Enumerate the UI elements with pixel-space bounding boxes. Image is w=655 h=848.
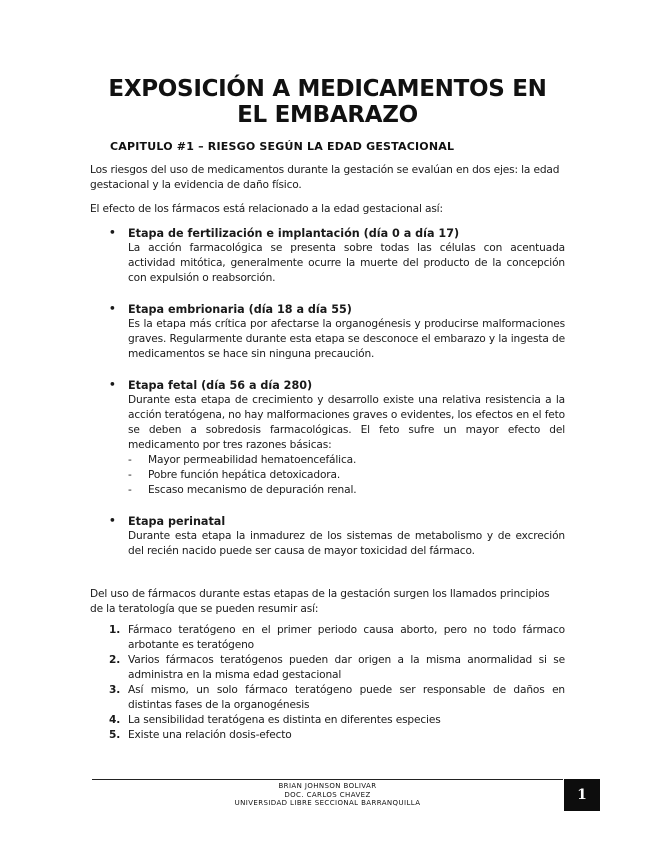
document-body <box>90 163 565 743</box>
stage-description: Durante esta etapa la inmadurez de los sistemas de metabolismo y de excreción del recién nacido puede ser causa de mayor toxicidad del fármaco. <box>128 530 565 557</box>
reason-text: Escaso mecanismo de depuración renal. <box>148 484 357 496</box>
footer-author: BRIAN JOHNSON BOLIVAR <box>278 782 377 790</box>
footer-university: UNIVERSIDAD LIBRE SECCIONAL BARRANQUILLA <box>234 799 421 807</box>
list-item <box>90 683 565 713</box>
list-item <box>128 483 565 498</box>
list-item <box>90 623 565 653</box>
stage-embryonic <box>90 302 565 362</box>
stage-title: Etapa embrionaria (día 18 a día 55) <box>128 303 352 316</box>
stage-description: La acción farmacológica se presenta sobre todas las células con acentuada actividad mitótica, generalmente ocurre la muerte del producto de la concepción con expulsión o reabsorción. <box>128 242 565 284</box>
intro-paragraph: Los riesgos del uso de medicamentos durante la gestación se evalúan en dos ejes: la edad gestacional y la evidencia de daño físico. <box>90 164 560 191</box>
bullet-icon: • <box>109 303 116 315</box>
bullet-icon: • <box>109 515 116 527</box>
bullet-icon: • <box>109 227 116 239</box>
document-title <box>60 76 595 128</box>
stage-title: Etapa fetal (día 56 a día 280) <box>128 379 313 392</box>
reason-text: Pobre función hepática detoxicadora. <box>148 469 341 481</box>
footer-divider <box>92 779 563 780</box>
principle-text: La sensibilidad teratógena es distinta en diferentes especies <box>128 714 441 726</box>
stage-fetal <box>90 378 565 498</box>
title-line-2: EL EMBARAZO <box>237 102 418 128</box>
item-number: 4. <box>109 714 121 726</box>
item-number: 2. <box>109 654 121 666</box>
stage-description: Es la etapa más crítica por afectarse la organogénesis y producirse malformaciones graves. Regularmente durante esta etapa se desconoce el embarazo y la ingesta de medicamentos se hace sin ninguna precaución. <box>128 318 565 360</box>
reasons-list <box>128 453 565 498</box>
item-number: 5. <box>109 729 121 741</box>
bullet-icon: • <box>109 379 116 391</box>
principles-list <box>90 623 565 743</box>
stage-fertilization <box>90 226 565 286</box>
stage-description: Durante esta etapa de crecimiento y desarrollo existe una relativa resistencia a la acción teratógena, no hay malformaciones graves o evidentes, los efectos en el feto se deben a sobredosis farmacológicas. El feto sufre un mayor efecto del medicamento por tres razones básicas: <box>128 394 565 451</box>
dash-icon: - <box>128 454 132 466</box>
list-item <box>90 728 565 743</box>
list-item <box>128 453 565 468</box>
principle-text: Así mismo, un solo fármaco teratógeno puede ser responsable de daños en distintas fases de la organogénesis <box>128 684 565 711</box>
dash-icon: - <box>128 469 132 481</box>
stage-perinatal <box>90 514 565 559</box>
footer-teacher: DOC. CARLOS CHAVEZ <box>284 790 371 799</box>
principles-intro: Del uso de fármacos durante estas etapas de la gestación surgen los llamados principios de la teratología que se pueden resumir así: <box>90 588 550 615</box>
stage-title: Etapa perinatal <box>128 515 226 528</box>
chapter-heading: CAPITULO #1 – RIESGO SEGÚN LA EDAD GESTACIONAL <box>110 140 455 153</box>
title-line-1: EXPOSICIÓN A MEDICAMENTOS EN <box>108 76 547 102</box>
list-item <box>90 713 565 728</box>
principle-text: Varios fármacos teratógenos pueden dar origen a la misma anormalidad si se administra en la misma edad gestacional <box>128 654 565 681</box>
item-number: 3. <box>109 684 121 696</box>
intro-paragraph-2: El efecto de los fármacos está relacionado a la edad gestacional así: <box>90 203 443 215</box>
list-item <box>128 468 565 483</box>
stages-list <box>90 226 565 559</box>
item-number: 1. <box>109 624 121 636</box>
dash-icon: - <box>128 484 132 496</box>
list-item <box>90 653 565 683</box>
reason-text: Mayor permeabilidad hematoencefálica. <box>148 454 357 466</box>
stage-title: Etapa de fertilización e implantación (día 0 a día 17) <box>128 227 460 240</box>
principle-text: Existe una relación dosis-efecto <box>128 729 292 741</box>
principle-text: Fármaco teratógeno en el primer periodo causa aborto, pero no todo fármaco arbotante es teratógeno <box>128 624 565 651</box>
page-number: 1 <box>564 779 600 811</box>
page-footer <box>92 782 563 808</box>
